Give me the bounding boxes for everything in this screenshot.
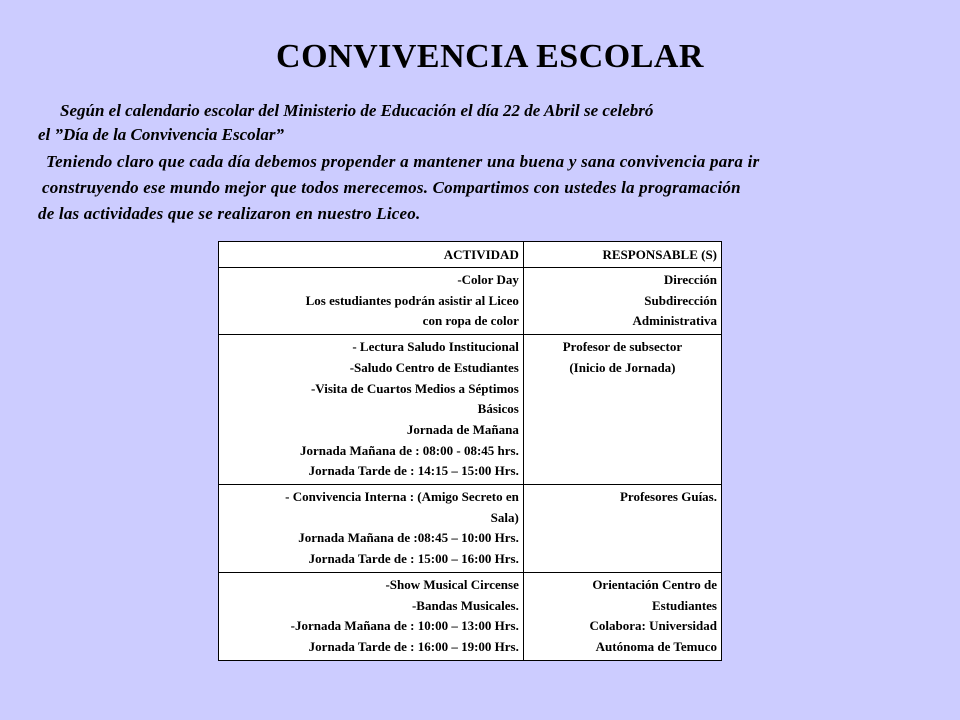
activity-line: -Show Musical Circense (385, 576, 519, 592)
intro-line-1: Según el calendario escolar del Ministerio de Educación el día 22 de Abril se celebró (60, 101, 654, 120)
activity-cell (219, 268, 524, 335)
responsible-line: Profesores Guías. (619, 489, 717, 505)
activity-line: Jornada Tarde de : 15:00 – 16:00 Hrs. (308, 551, 519, 567)
table-row (219, 268, 722, 335)
activity-line: con ropa de color (422, 313, 519, 329)
responsible-line: Colabora: Universidad (589, 618, 717, 634)
activity-line: - Lectura Saludo Institucional (352, 339, 519, 355)
activity-line: Básicos (477, 401, 519, 417)
responsible-cell (523, 572, 721, 660)
page-title: CONVIVENCIA ESCOLAR (276, 38, 704, 75)
table-header-row (219, 242, 722, 268)
table-row (219, 572, 722, 660)
activity-line: -Color Day (457, 272, 519, 287)
intro-line-2: el ”Día de la Convivencia Escolar” (38, 125, 285, 144)
activity-line: -Saludo Centro de Estudiantes (349, 359, 519, 375)
responsible-line: Profesor de subsector (562, 339, 683, 355)
table-row (219, 335, 722, 485)
activity-cell (219, 335, 524, 485)
activities-table (218, 241, 722, 661)
responsible-line: Estudiantes (651, 597, 717, 613)
responsible-cell (523, 268, 721, 335)
activity-cell (219, 572, 524, 660)
responsible-line: Orientación Centro de (592, 576, 717, 592)
activity-line: Jornada Mañana de : 08:00 - 08:45 hrs. (300, 442, 519, 458)
header-responsible: RESPONSABLE (S) (523, 242, 721, 268)
activity-line: - Convivencia Interna : (Amigo Secreto en (285, 489, 519, 505)
intro-line-4: construyendo ese mundo mejor que todos merecemos. Compartimos con ustedes la programación (42, 178, 741, 197)
activity-line: -Visita de Cuartos Medios a Séptimos (310, 380, 519, 396)
responsible-line: (Inicio de Jornada) (569, 359, 676, 375)
intro-line-5: de las actividades que se realizaron en nuestro Liceo. (38, 204, 421, 223)
responsible-line: Administrativa (632, 313, 717, 329)
activity-line: Jornada Mañana de :08:45 – 10:00 Hrs. (298, 530, 519, 546)
activity-line: Los estudiantes podrán asistir al Liceo (305, 292, 519, 308)
activity-line: Jornada Tarde de : 16:00 – 19:00 Hrs. (308, 638, 519, 654)
intro-line-3: Teniendo claro que cada día debemos propender a mantener una buena y sana convivencia para ir (46, 152, 760, 171)
activity-cell (219, 485, 524, 573)
activity-line: -Bandas Musicales. (411, 597, 519, 613)
responsible-cell (523, 485, 721, 573)
activity-line: Sala) (490, 509, 519, 525)
activity-line: -Jornada Mañana de : 10:00 – 13:00 Hrs. (290, 618, 519, 634)
responsible-line: Subdirección (644, 292, 717, 308)
activity-line: Jornada Tarde de : 14:15 – 15:00 Hrs. (308, 463, 519, 479)
activity-line: Jornada de Mañana (406, 421, 519, 437)
responsible-line: Dirección (663, 272, 717, 287)
header-activity: ACTIVIDAD (219, 242, 524, 268)
responsible-cell (523, 335, 721, 485)
table-row (219, 485, 722, 573)
responsible-line: Autónoma de Temuco (595, 638, 717, 654)
